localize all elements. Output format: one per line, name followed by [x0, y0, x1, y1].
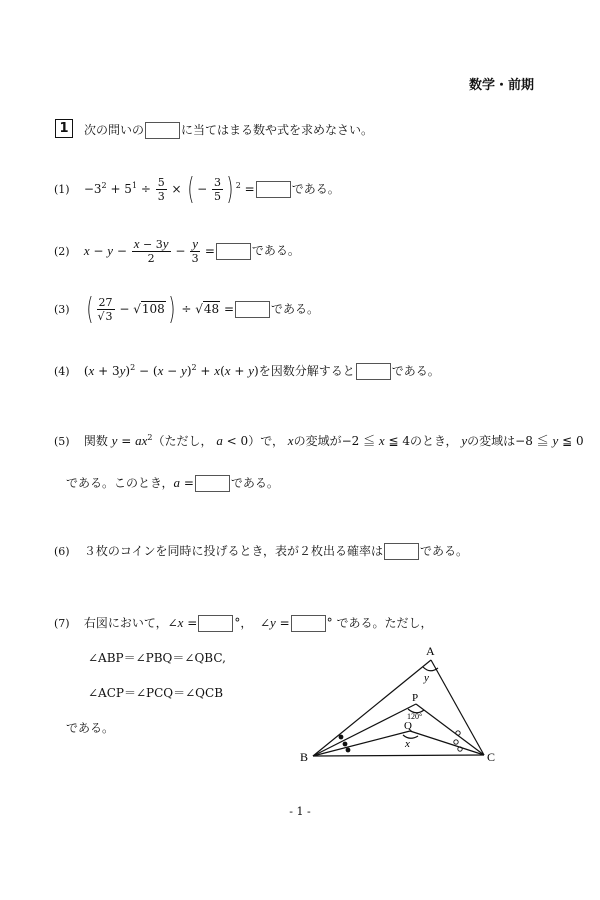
problem-5-line-2: である。このとき，a = である。	[66, 475, 279, 490]
problem-6-number: (6)	[54, 545, 70, 558]
edge-BC	[313, 755, 484, 756]
label-C: C	[487, 750, 496, 764]
problem-4-tail: である。	[391, 364, 440, 378]
label-Q: Q	[404, 720, 412, 732]
problem-6-tail: である。	[420, 544, 469, 558]
problem-5-function: $y = ax^2$	[111, 433, 153, 448]
problem-5-var-x: x	[287, 433, 294, 448]
instruction-text-pre: 次の問いの	[84, 123, 145, 137]
problem-4-number: (4)	[54, 365, 70, 378]
label-120: 120°	[407, 712, 423, 721]
problem-5-condition: a < 0	[216, 433, 249, 448]
label-y: y	[424, 672, 429, 684]
problem-5-text-1: 関数	[83, 434, 108, 448]
problem-3-tail: である。	[271, 302, 320, 316]
problem-4-expression: $(x + 3y)^2 - (x - y)^2 + x(x + y)$	[83, 363, 259, 378]
page-number: - 1 -	[289, 805, 311, 818]
problem-5-tail: である。	[230, 476, 279, 490]
problem-5-x-range: −2 ≦ x ≦ 4	[341, 433, 411, 448]
label-B: B	[300, 750, 309, 764]
problem-5-y-range: −8 ≦ y ≦ 0	[515, 433, 584, 448]
problem-7-number: (7)	[54, 617, 70, 630]
problem-2-tail: である。	[251, 243, 300, 258]
problem-7-condition-1: ∠ABP＝∠PBQ＝∠QBC,	[88, 651, 226, 665]
problem-2-number: (2)	[54, 244, 70, 258]
question-number-box: 1	[55, 119, 73, 138]
label-x: x	[405, 738, 410, 750]
problem-3-number: (3)	[54, 303, 70, 316]
problem-1-number: (1)	[54, 183, 70, 196]
problem-1-tail: である。	[291, 182, 340, 196]
problem-7: (7) 右図において，∠x = °， ∠y = ° である。ただし，	[54, 615, 433, 630]
label-A: A	[426, 644, 435, 658]
problem-5-number: (5)	[54, 435, 70, 448]
problem-1-expression: $-3^2 + 5^1$ ÷ $\frac{5}{3}$ × ( − $\frac{3}{5}$ ) $^2$ =	[83, 172, 255, 207]
problem-5-text-5: のとき，	[410, 434, 458, 448]
problem-3-expression: ( $\frac{27}{√3}$ − √108 ) ÷ √48 =	[86, 292, 235, 327]
problem-6-text: ３枚のコインを同時に投げるとき，表が２枚出る確率は	[83, 544, 383, 558]
problem-5-text-4: の変域が	[293, 434, 342, 448]
segment-PC	[416, 704, 484, 755]
page-header-title: 数学・前期	[468, 78, 534, 93]
problem-7-text-2: である。ただし，	[336, 616, 433, 630]
problem-5-line2-text: である。このとき，	[66, 476, 174, 490]
instruction-text-post: に当てはまる数や式を求めなさい。	[181, 123, 374, 137]
problem-7-tail: である。	[66, 721, 115, 735]
problem-2-expression: x − y − $\frac{x - 3y}{2}$ − $\frac{y}{3}$ =	[83, 236, 215, 265]
edge-BA	[313, 660, 431, 756]
problem-7-condition-2: ∠ACP＝∠PCQ＝∠QCB	[88, 686, 224, 700]
problem-5-text-6: の変域は	[467, 434, 516, 448]
problem-4-mid: を因数分解すると	[258, 364, 355, 378]
label-P: P	[412, 692, 419, 704]
problem-5-text-3: ）で，	[248, 434, 284, 448]
problem-7-text-1: 右図において，	[83, 616, 168, 630]
segment-BP	[313, 704, 416, 756]
angle-marks-B	[339, 735, 351, 753]
problem-5-var-y: y	[461, 433, 468, 448]
problem-5-text-2: （ただし，	[152, 434, 213, 448]
